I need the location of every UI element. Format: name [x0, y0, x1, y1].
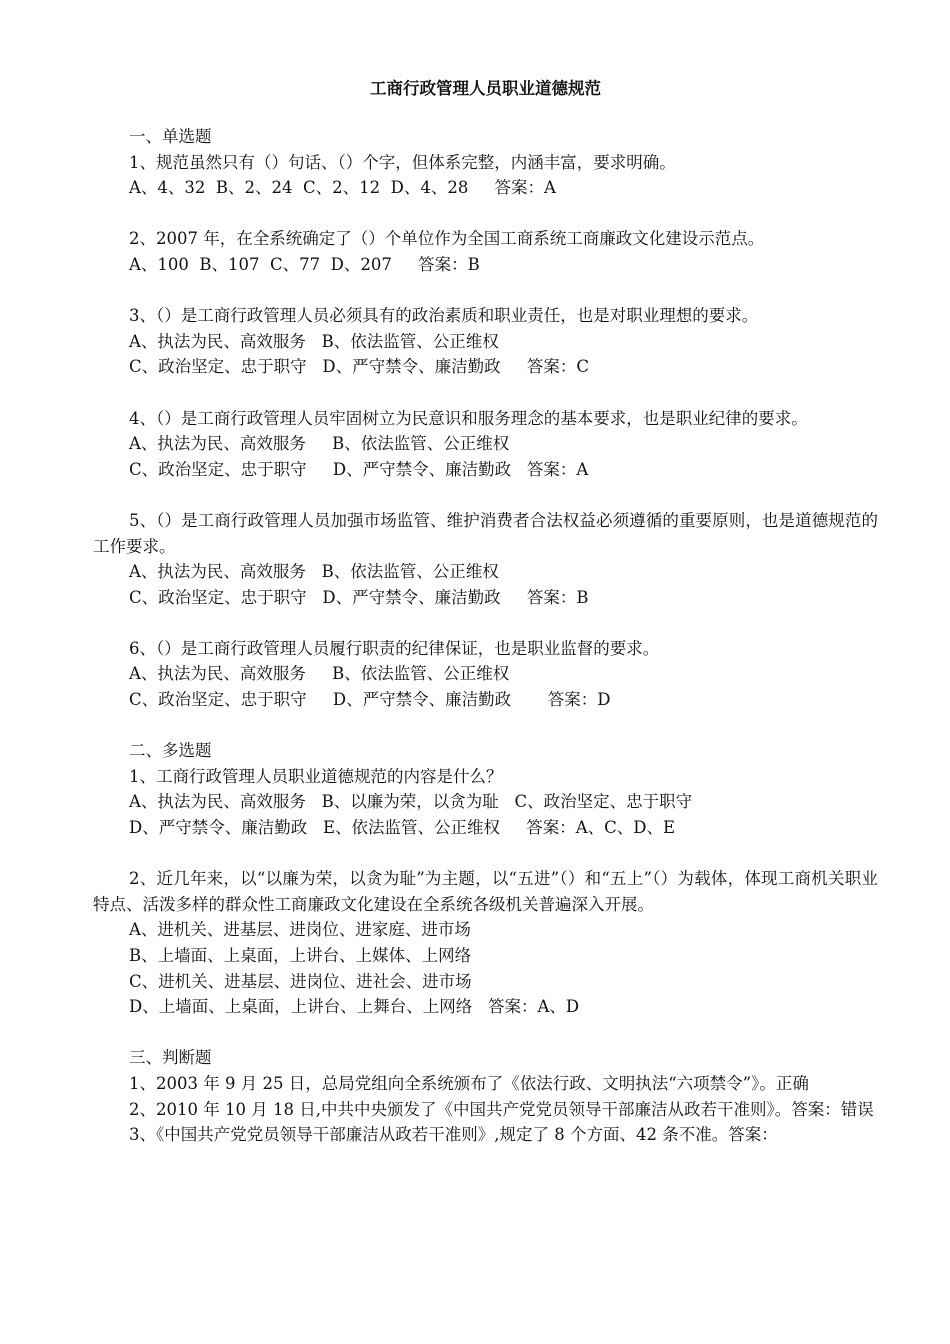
- question-text: 1、工商行政管理人员职业道德规范的内容是什么？: [129, 766, 503, 786]
- question-block: [93, 150, 878, 201]
- option-line: A、100 B、107 C、77 D、207 答案：B: [129, 254, 480, 274]
- option-line: C、进机关、进基层、进岗位、进社会、进市场: [129, 971, 472, 991]
- judgement-item: 3、《中国共产党党员领导干部廉洁从政若干准则》,规定了 8 个方面、42 条不准。答案：: [129, 1125, 778, 1145]
- section-heading-single-choice: 一、单选题: [129, 127, 212, 146]
- section-heading-true-false: 三、判断题: [129, 1048, 212, 1068]
- question-block: [93, 303, 878, 380]
- section-heading-multiple-choice: 二、多选题: [129, 741, 212, 761]
- question-block: [93, 764, 878, 841]
- question-text: 3、（）是工商行政管理人员必须具有的政治素质和职业责任，也是对职业理想的要求。: [129, 306, 759, 326]
- spacer: [93, 610, 878, 636]
- question-block: [93, 866, 878, 1020]
- judgement-item: 2、2010 年 10 月 18 日,中共中央颁发了《中国共产党党员领导干部廉洁从政若干准则》。答案：错误: [129, 1099, 874, 1119]
- question-block: [93, 406, 878, 483]
- option-line: C、政治坚定、忠于职守 D、严守禁令、廉洁勤政 答案：C: [129, 357, 589, 377]
- option-line: A、执法为民、高效服务 B、以廉为荣，以贪为耻 C、政治坚定、忠于职守: [129, 792, 693, 812]
- option-line: B、上墙面、上桌面，上讲台、上媒体、上网络: [129, 946, 472, 965]
- option-line: A、执法为民、高效服务 B、依法监管、公正维权: [129, 434, 510, 454]
- spacer: [93, 841, 878, 867]
- spacer: [93, 713, 878, 739]
- question-block: [93, 636, 878, 713]
- judgement-item: 1、2003 年 9 月 25 日，总局党组向全系统颁布了《依法行政、文明执法“六项禁令”》。正确: [129, 1073, 809, 1093]
- option-line: C、政治坚定、忠于职守 D、严守禁令、廉洁勤政 答案：B: [129, 587, 589, 607]
- spacer: [93, 482, 878, 508]
- question-text: 4、（）是工商行政管理人员牢固树立为民意识和服务理念的基本要求，也是职业纪律的要求。: [129, 408, 808, 428]
- option-line: A、4、32 B、2、24 C、2、12 D、4、28 答案：A: [129, 178, 556, 198]
- spacer: [93, 201, 878, 227]
- document-title: 工商行政管理人员职业道德规范: [370, 79, 601, 98]
- question-text: 2、近几年来，以“以廉为荣，以贪为耻”为主题，以“五进”（）和“五上”（）为载体，体现工商机关职业特点、活泼多样的群众性工商廉政文化建设在全系统各级机关普遍深入开展。: [93, 869, 878, 914]
- question-block: [93, 226, 878, 277]
- question-text: 2、2007 年，在全系统确定了（）个单位作为全国工商系统工商廉政文化建设示范点。: [129, 229, 765, 249]
- option-line: C、政治坚定、忠于职守 D、严守禁令、廉洁勤政 答案：D: [129, 690, 611, 710]
- question-text: 1、规范虽然只有（）句话、（）个字，但体系完整，内涵丰富，要求明确。: [129, 152, 676, 172]
- option-line: A、执法为民、高效服务 B、依法监管、公正维权: [129, 664, 510, 684]
- question-text: 6、（）是工商行政管理人员履行职责的纪律保证，也是职业监督的要求。: [129, 638, 660, 658]
- question-text: 5、（）是工商行政管理人员加强市场监管、维护消费者合法权益必须遵循的重要原则，也是道德规范的工作要求。: [93, 510, 878, 556]
- option-line: C、政治坚定、忠于职守 D、严守禁令、廉洁勤政 答案：A: [129, 459, 589, 479]
- option-line: D、严守禁令、廉洁勤政 E、依法监管、公正维权 答案：A、C、D、E: [129, 818, 676, 838]
- option-line: D、上墙面、上桌面，上讲台、上舞台、上网络 答案：A、D: [129, 997, 580, 1017]
- spacer: [93, 1020, 878, 1046]
- option-line: A、进机关、进基层、进岗位、进家庭、进市场: [129, 920, 471, 940]
- spacer: [93, 278, 878, 304]
- option-line: A、执法为民、高效服务 B、依法监管、公正维权: [129, 562, 499, 582]
- question-block: [93, 508, 878, 610]
- option-line: A、执法为民、高效服务 B、依法监管、公正维权: [129, 331, 499, 351]
- spacer: [93, 380, 878, 406]
